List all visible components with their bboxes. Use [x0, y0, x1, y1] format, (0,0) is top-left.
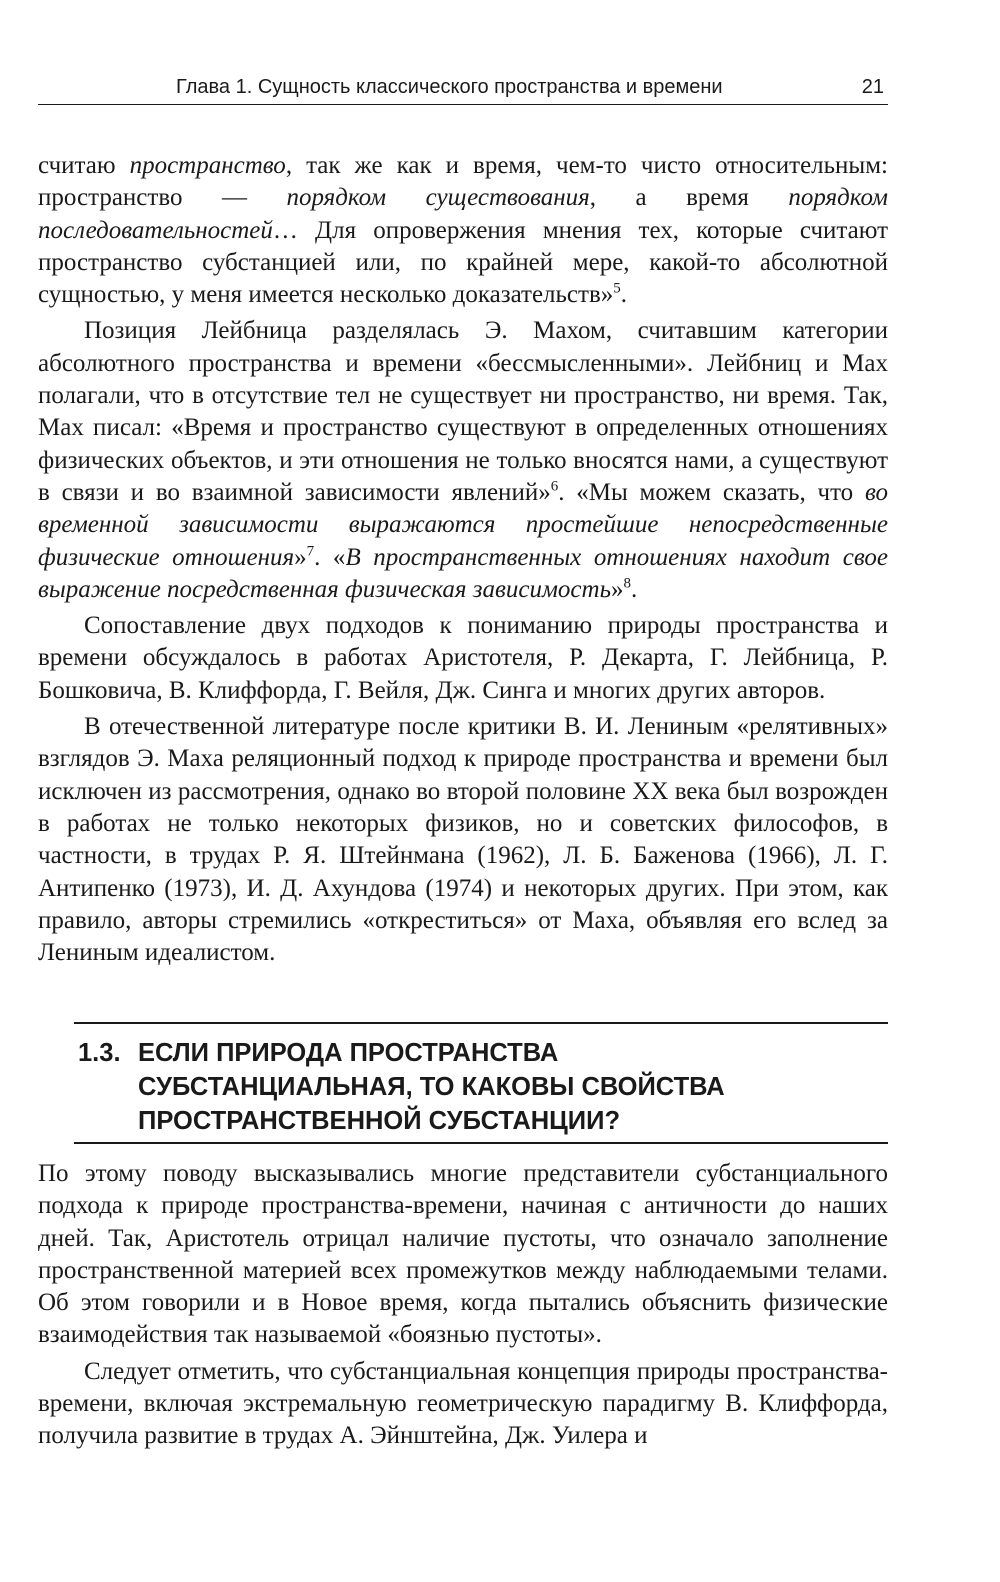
text-run: считаю [38, 152, 130, 179]
page-number: 21 [861, 76, 884, 98]
paragraph [38, 1356, 888, 1453]
section-title-line: ПРОСТРАНСТВЕННОЙ СУБСТАНЦИИ? [138, 1107, 621, 1135]
italic-run: порядком существования [286, 184, 590, 212]
section-title-line: СУБСТАНЦИАЛЬНАЯ, ТО КАКОВЫ СВОЙСТВА [138, 1073, 725, 1101]
text-run: . [620, 281, 628, 309]
book-page [38, 0, 888, 1582]
section-heading [74, 1022, 888, 1144]
paragraph [38, 315, 888, 606]
italic-run: пространство [129, 152, 286, 179]
text-run: В отечественной литературе после критики В. И. Лениным «релятивных» взглядов Э. Маха реляционный подход к природе пространства и времени был исключен из рассмотрения, однако во второй половине XX века был возрожден в работах не только некоторых физиков, но и советских философов, в частности, в трудах Р. Я. Штейнмана (1962), Л. Б. Баженова (1966), Л. Г. Антипенко (1973), И. Д. Ахундова (1974) и некоторых других. При этом, как правило, авторы стремились «откреститься» от Маха, объявляя его вслед за Лениным идеалистом. [38, 713, 888, 967]
paragraph [38, 150, 888, 311]
running-title: Глава 1. Сущность классического пространства и времени [176, 76, 723, 98]
text-run: . [630, 575, 638, 603]
italic-run: порядком последовательностей [38, 184, 888, 244]
italic-run: во временной зависимости выражаются простейшие непосредственные физические отношения [38, 478, 888, 571]
footnote-ref: 5 [613, 280, 621, 297]
text-run: , так же как и время, чем-то чисто относительным: пространство — [38, 152, 888, 212]
text-run: , а время [589, 184, 789, 212]
text-run: » [294, 543, 307, 571]
running-header [38, 70, 888, 105]
text-run: » [610, 575, 624, 603]
paragraph [38, 711, 888, 969]
section-number: 1.3. [78, 1039, 121, 1067]
footnote-ref: 8 [623, 575, 631, 592]
body-text-top [38, 150, 888, 973]
text-run: . « [314, 543, 346, 571]
text-run: Позиция Лейбница разделялась Э. Махом, считавшим категории абсолютного пространства и времени «бессмысленными». Лейбниц и Мах полагали, что в отсутствие тел не существует ни пространство, ни время. Так, Мах писал: «Время и пространство существуют в определенных отношениях физических объектов, и эти отношения не только вносятся нами, а существуют в связи и во взаимной зависимости явлений» [38, 317, 888, 506]
section-title [138, 1036, 878, 1138]
text-run: По этому поводу высказывались многие представители субстанциального подхода к природе пространства-времени, начиная с античности до наших дней. Так, Аристотель отрицал наличие пустоты, что означало заполнение пространственной материей всех промежутков между наблюдаемыми телами. Об этом говорили и в Новое время, когда пытались объяснить физические взаимодействия так называемой «боязнью пустоты». [38, 1160, 888, 1349]
text-run: Следует отметить, что субстанциальная концепция природы пространства-времени, включая экстремальную геометрическую парадигму В. Клиффорда, получила развитие в трудах А. Эйнштейна, Дж. Уилера и [38, 1357, 888, 1450]
paragraph [38, 1158, 888, 1352]
footnote-ref: 6 [550, 478, 559, 495]
italic-run: В пространственных отношениях находит свое выражение посредственная физическая зависимость [38, 543, 889, 603]
body-text-bottom [38, 1158, 888, 1457]
paragraph [38, 610, 888, 707]
text-run: . «Мы можем сказать, что [558, 478, 865, 506]
section-title-line: ЕСЛИ ПРИРОДА ПРОСТРАНСТВА [138, 1039, 559, 1067]
text-run: Сопоставление двух подходов к пониманию природы пространства и времени обсуждалось в работах Аристотеля, Р. Декарта, Г. Лейбница, Р. Бошковича, В. Клиффорда, Г. Вейля, Дж. Синга и многих других авторов. [38, 612, 888, 704]
footnote-ref: 7 [306, 543, 315, 560]
text-run: … Для опровержения мнения тех, которые считают пространство субстанцией или, по крайней мере, какой-то абсолютной сущностью, у меня имеется несколько доказательств» [38, 216, 888, 309]
